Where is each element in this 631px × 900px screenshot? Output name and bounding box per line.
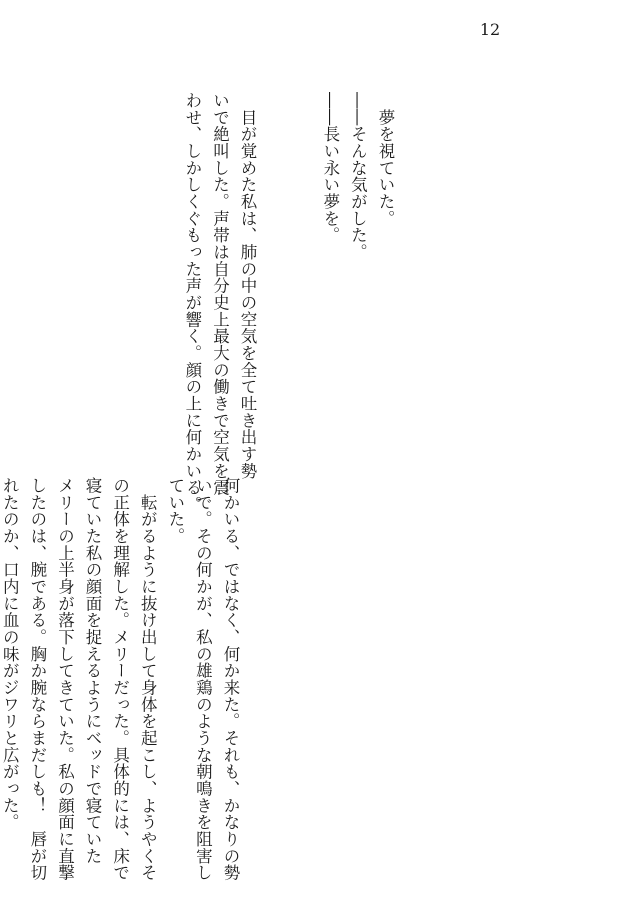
text-line: 夢を視ていた。 [376,92,395,227]
upper-text-section [178,92,399,513]
text-line: いで絶叫した。声帯は自分史上最大の働きで空気を震 [210,92,230,496]
text-line: ていた。 [165,477,185,545]
text-line: 何かいる、ではなく、何か来た。それも、かなりの勢 [221,477,240,881]
text-line: 転がるように抜け出して身体を起こし、ようやくそ [138,477,158,881]
blank-line [289,92,317,440]
text-line: れたのか、口内に血の味がジワリと広がった。 [0,477,20,831]
text-line: いで。その何かが、私の雄鶏のような朝鳴きを阻害し [193,477,213,881]
text-line: の正体を理解した。メリーだった。具体的には、床で [110,477,130,881]
text-line: 目が覚めた私は、肺の中の空気を全て吐き出す勢 [238,92,258,480]
text-line: したのは、腕である。胸か腕ならまだしも！ 唇が切 [27,477,47,881]
text-line: ――そんな気がした。 [348,92,368,261]
lower-text-section [0,477,244,881]
text-line: ――長い永い夢を。 [320,92,340,244]
blank-line [261,92,289,440]
text-line: メリーの上半身が落下してきていた。私の顔面に直撃 [55,477,75,881]
text-line: わせ、しかしくぐもった声が響く。顔の上に何かいる。 [182,92,202,513]
page-number: 12 [479,20,501,39]
text-line: 寝ていた私の顔面を捉えるようにベッドで寝ていた [83,477,103,865]
